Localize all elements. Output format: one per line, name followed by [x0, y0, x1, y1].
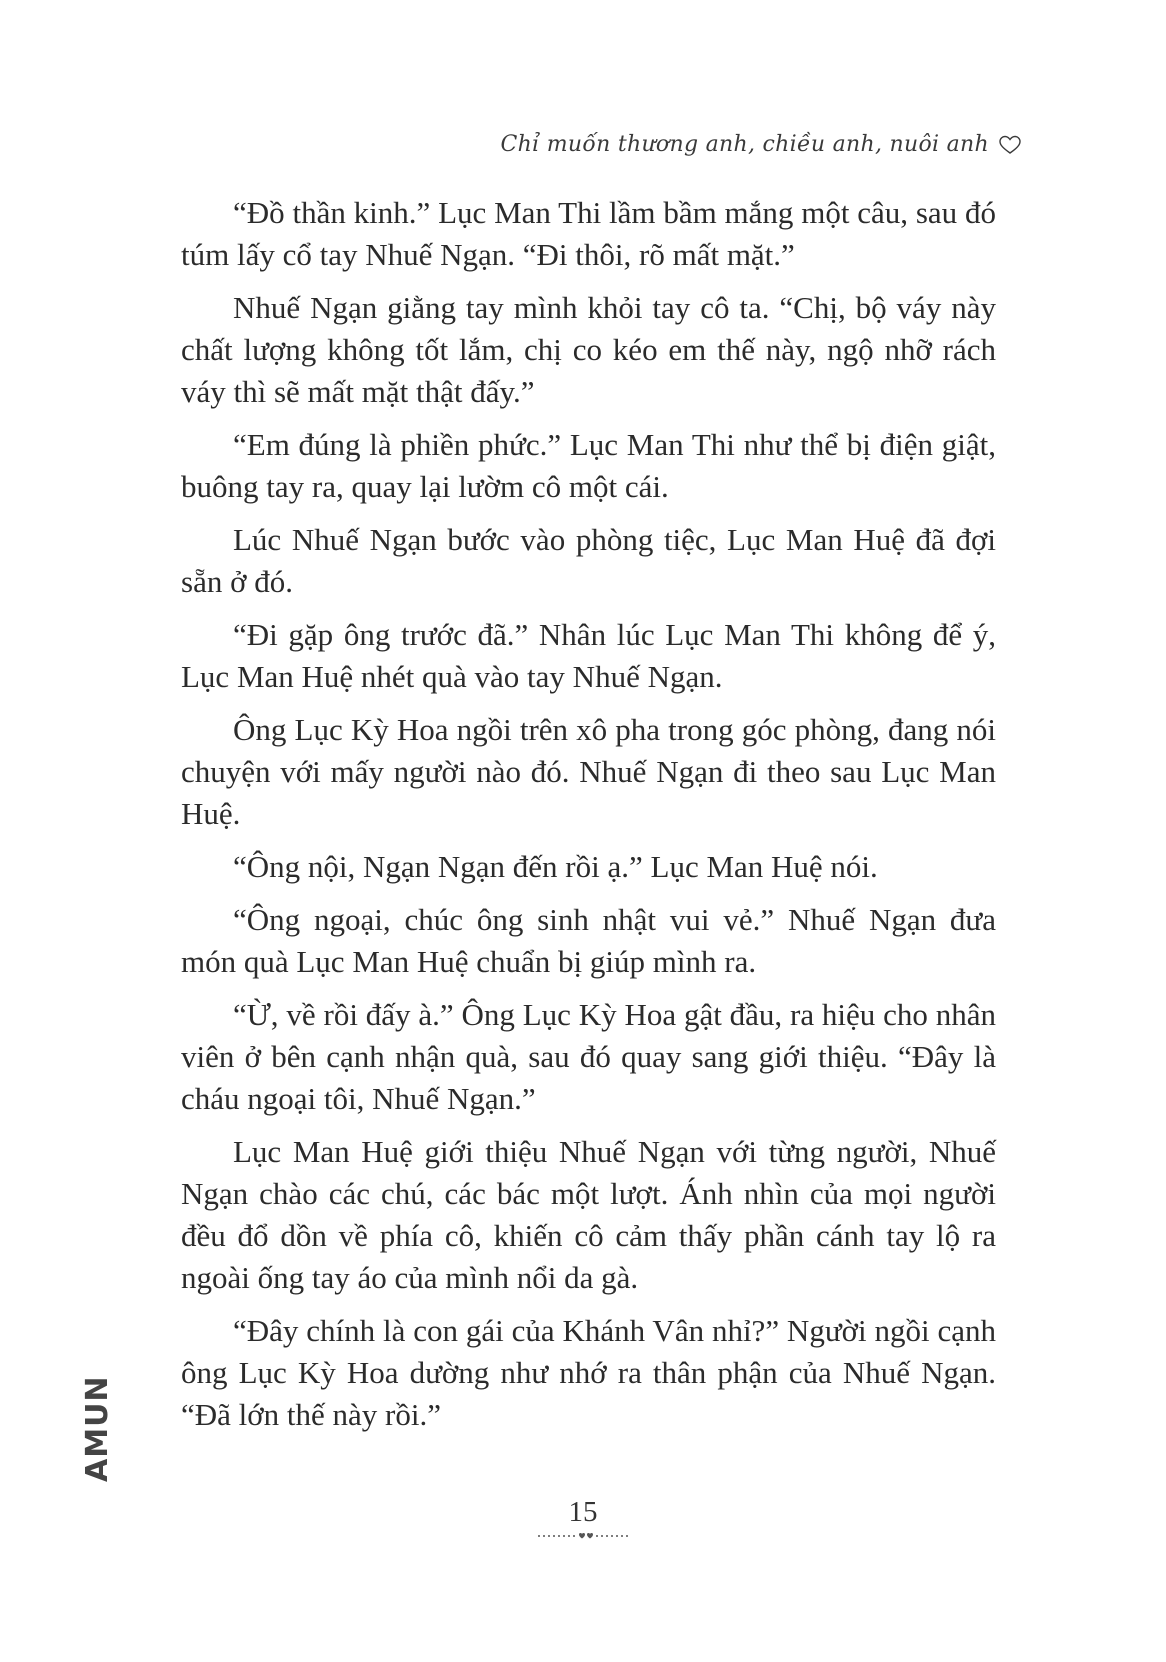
- publisher-logo-text: AMUN: [80, 1375, 115, 1482]
- paragraph: “Ông ngoại, chúc ông sinh nhật vui vẻ.” Nhuế Ngạn đưa món quà Lục Man Huệ chuẩn bị giúp mình ra.: [181, 902, 996, 979]
- paragraph: “Đây chính là con gái của Khánh Vân nhỉ?” Người ngồi cạnh ông Lục Kỳ Hoa dường như nhớ ra thân phận của Nhuế Ngạn. “Đã lớn thế này rồi.”: [181, 1313, 996, 1432]
- paragraph: “Ừ, về rồi đấy à.” Ông Lục Kỳ Hoa gật đầu, ra hiệu cho nhân viên ở bên cạnh nhận quà, sau đó quay sang giới thiệu. “Đây là cháu ngoại tôi, Nhuế Ngạn.”: [181, 997, 996, 1116]
- paragraph: Ông Lục Kỳ Hoa ngồi trên xô pha trong góc phòng, đang nói chuyện với mấy người nào đó. Nhuế Ngạn đi theo sau Lục Man Huệ.: [181, 712, 996, 831]
- paragraph: “Đồ thần kinh.” Lục Man Thi lầm bầm mắng một câu, sau đó túm lấy cổ tay Nhuế Ngạn. “Đi thôi, rõ mất mặt.”: [181, 195, 996, 272]
- publisher-logo: [74, 1362, 114, 1482]
- paragraph: “Ông nội, Ngạn Ngạn đến rồi ạ.” Lục Man Huệ nói.: [233, 849, 878, 884]
- paragraph: Lục Man Huệ giới thiệu Nhuế Ngạn với từng người, Nhuế Ngạn chào các chú, các bác một lượt. Ánh nhìn của mọi người đều đổ dồn về phía cô, khiến cô cảm thấy phần cánh tay lộ ra ngoài ống tay áo của mình nổi da gà.: [181, 1134, 996, 1295]
- page-number: 15: [568, 1496, 598, 1528]
- paragraph: Nhuế Ngạn giằng tay mình khỏi tay cô ta. “Chị, bộ váy này chất lượng không tốt lắm, chị co kéo em thế này, ngộ nhỡ rách váy thì sẽ mất mặt thật đấy.”: [181, 290, 996, 409]
- paragraph: “Em đúng là phiền phức.” Lục Man Thi như thể bị điện giật, buông tay ra, quay lại lườm cô một cái.: [181, 427, 996, 504]
- dotted-ornament-icon: [533, 1530, 633, 1542]
- paragraph: Lúc Nhuế Ngạn bước vào phòng tiệc, Lục Man Huệ đã đợi sẵn ở đó.: [181, 522, 996, 599]
- paragraph: “Đi gặp ông trước đã.” Nhân lúc Lục Man Thi không để ý, Lục Man Huệ nhét quà vào tay Nhuế Ngạn.: [181, 617, 996, 694]
- story-body: [181, 192, 996, 1447]
- running-header-title: Chỉ muốn thương anh, chiều anh, nuôi anh: [500, 132, 989, 157]
- running-header: [500, 132, 1021, 157]
- page-footer: [533, 1496, 633, 1542]
- heart-outline-icon: [999, 135, 1021, 155]
